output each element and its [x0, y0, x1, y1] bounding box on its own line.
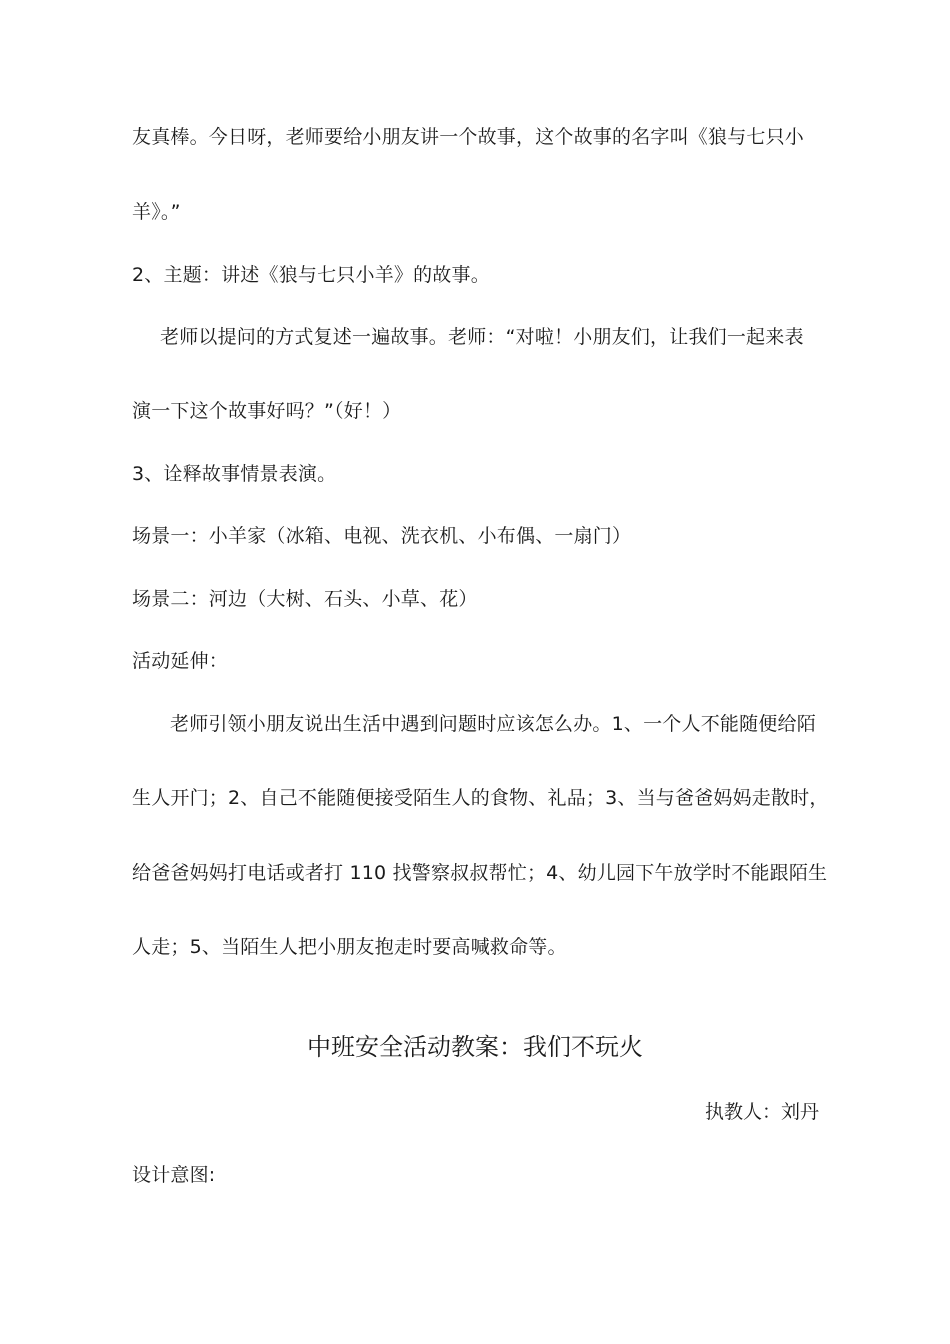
paragraph-line: 友真棒。今日呀，老师要给小朋友讲一个故事，这个故事的名字叫《狼与七只小	[132, 126, 805, 148]
section-title: 中班安全活动教案：我们不玩火	[307, 1033, 643, 1061]
paragraph-line: 人走；5、当陌生人把小朋友抱走时要高喊救命等。	[132, 936, 567, 958]
teacher-name: 执教人：刘丹	[704, 1101, 819, 1123]
section-heading-2: 2、主题：讲述《狼与七只小羊》的故事。	[132, 264, 490, 286]
paragraph-line: 生人开门；2、自己不能随便接受陌生人的食物、礼品；3、当与爸爸妈妈走散时，	[132, 787, 829, 809]
paragraph-line: 老师引领小朋友说出生活中遇到问题时应该怎么办。1、一个人不能随便给陌	[170, 713, 816, 735]
scene-one: 场景一：小羊家（冰箱、电视、洗衣机、小布偶、一扇门）	[132, 525, 632, 547]
activity-extension-heading: 活动延伸：	[132, 650, 229, 672]
paragraph-line: 羊》。”	[132, 201, 181, 223]
scene-two: 场景二：河边（大树、石头、小草、花）	[132, 588, 478, 610]
paragraph-line: 给爸爸妈妈打电话或者打 110 找警察叔叔帮忙；4、幼儿园下午放学时不能跟陌生	[132, 862, 828, 884]
design-intent-heading: 设计意图:	[132, 1164, 216, 1186]
paragraph-line: 演一下这个故事好吗？”（好！）	[132, 400, 402, 422]
section-heading-3: 3、诠释故事情景表演。	[132, 463, 337, 485]
paragraph-line: 老师以提问的方式复述一遍故事。老师：“对啦！小朋友们，让我们一起来表	[160, 326, 804, 348]
